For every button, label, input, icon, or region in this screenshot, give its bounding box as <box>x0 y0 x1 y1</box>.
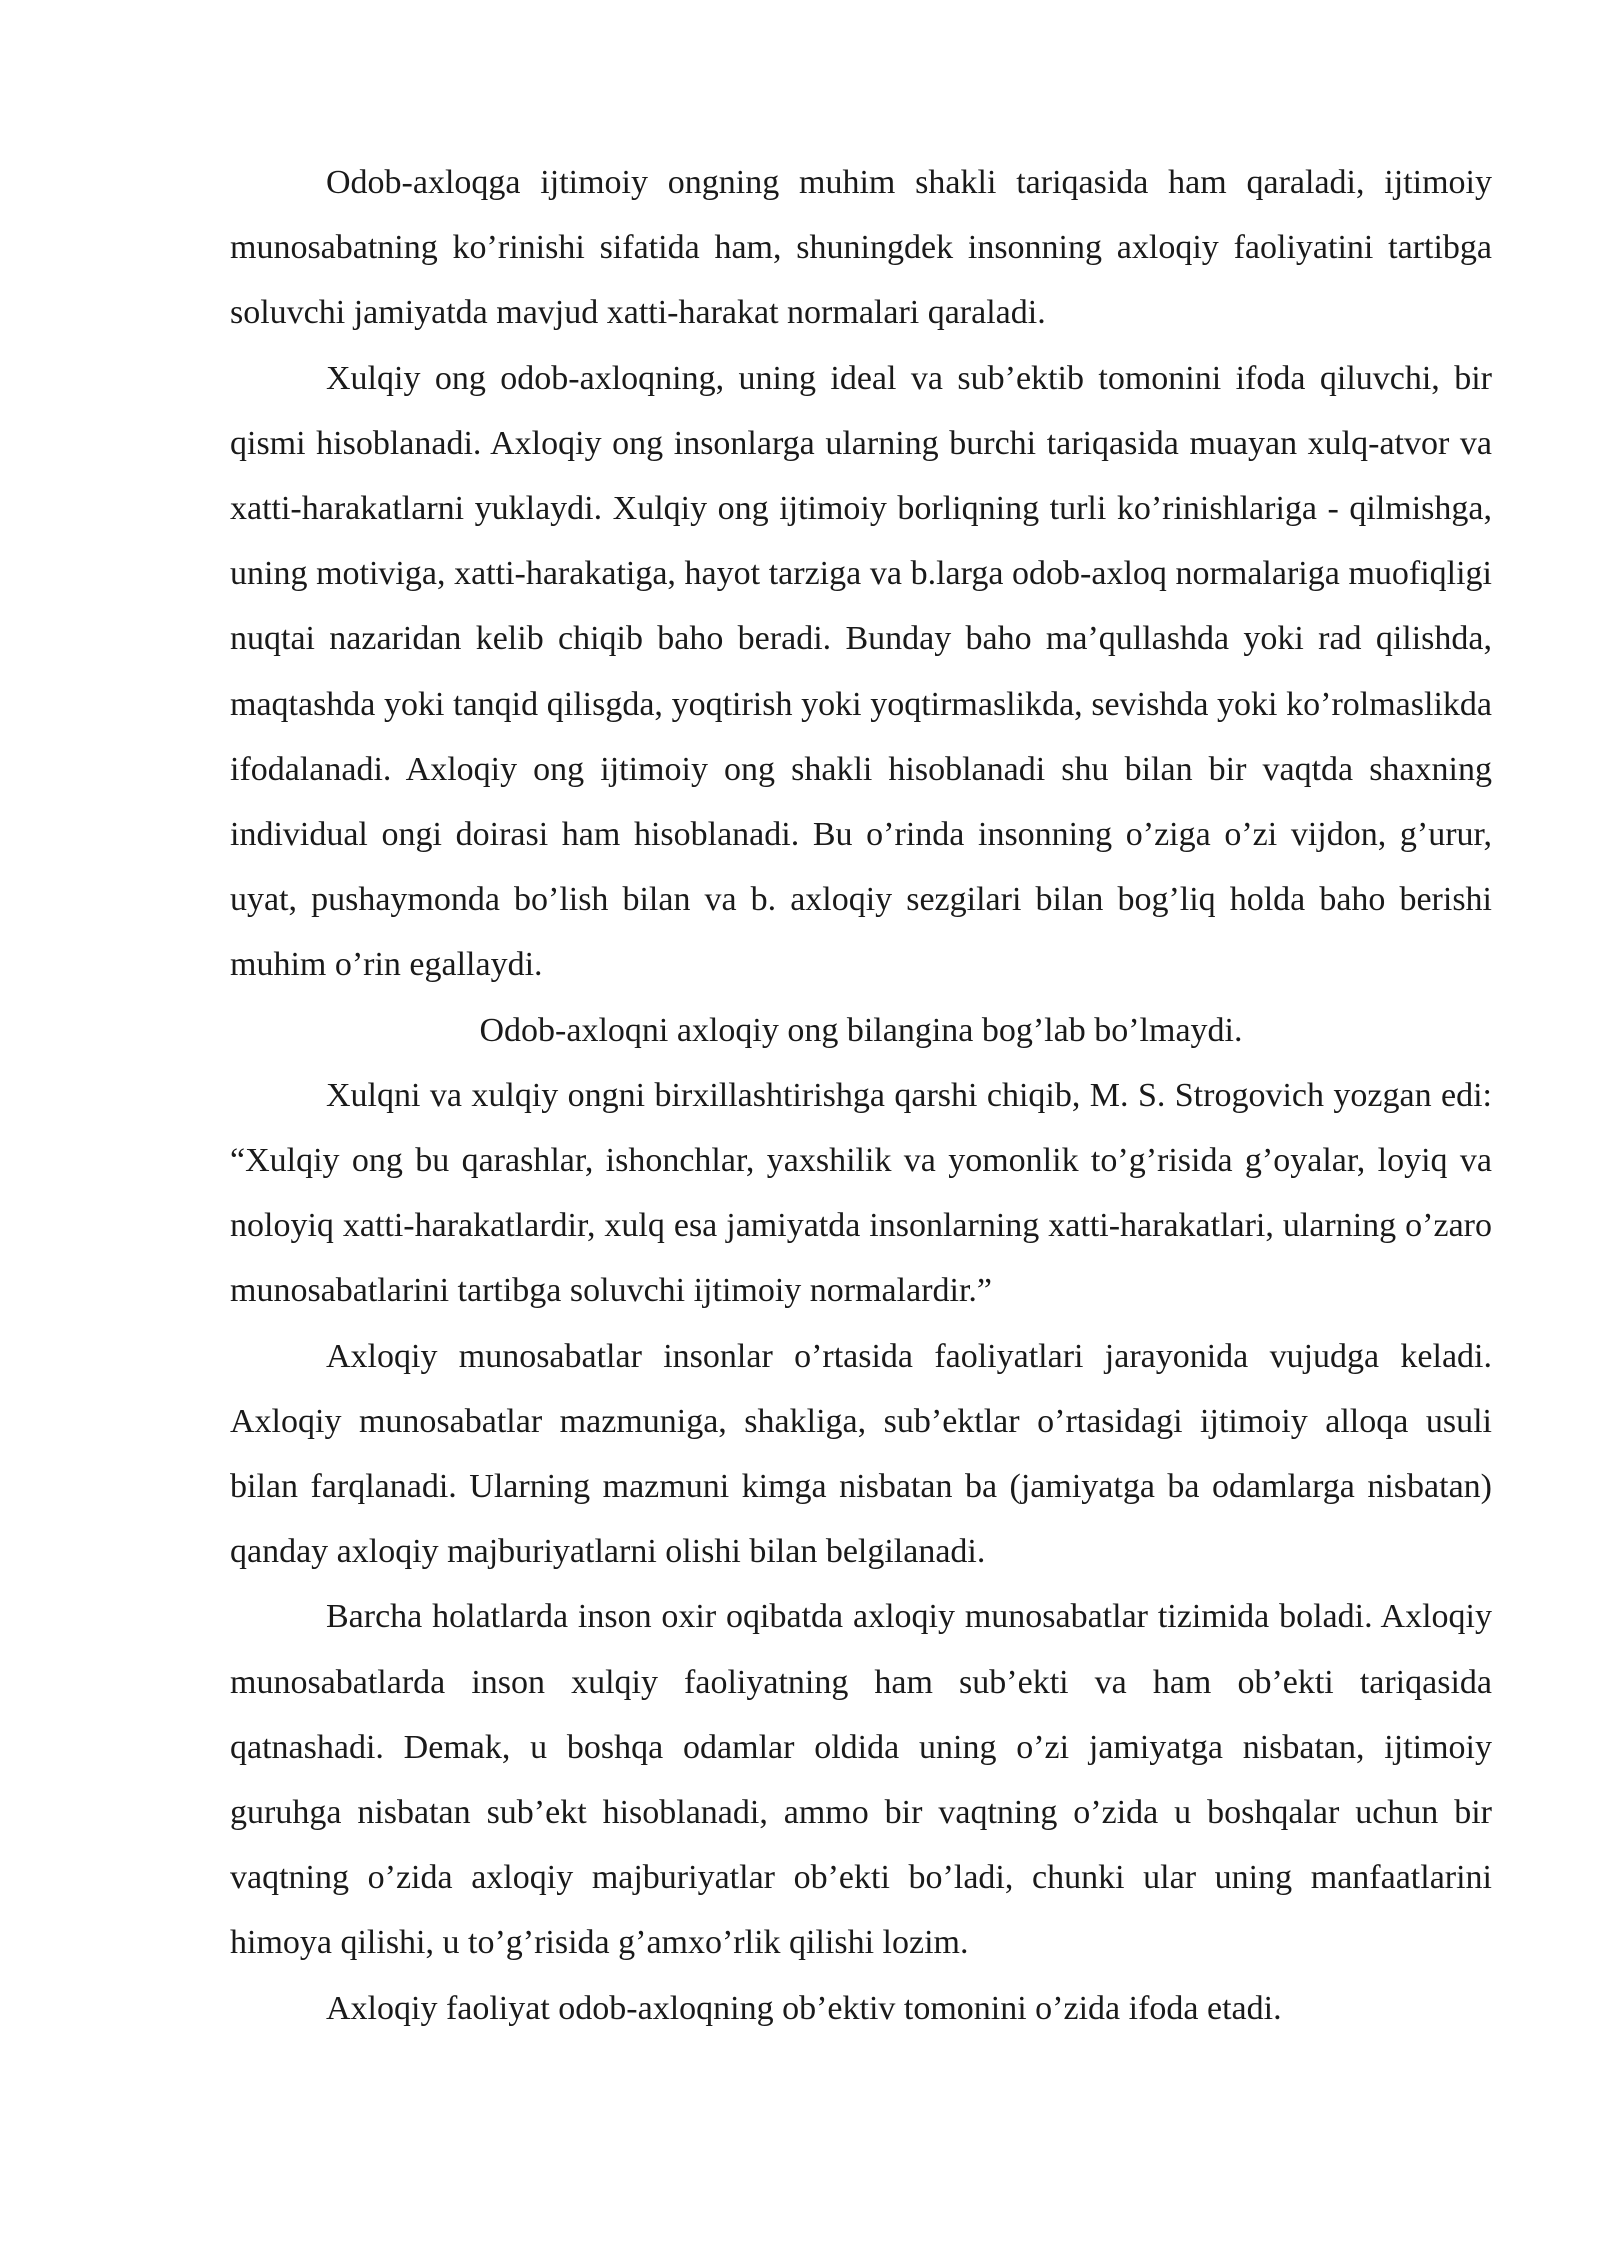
paragraph-5: Axloqiy munosabatlar insonlar o’rtasida faoliyatlari jarayonida vujudga keladi. Axloqiy munosabatlar mazmuniga, shakliga, sub’ektlar o’rtasidagi ijtimoiy alloqa usuli bilan farqlanadi. Ularning mazmuni kimga nisbatan ba (jamiyatga ba odamlarga nisbatan) qanday axloqiy majburiyatlarni olishi bilan belgilanadi. <box>230 1337 1492 1571</box>
paragraph-2: Xulqiy ong odob-axloqning, uning ideal va sub’ektib tomonini ifoda qiluvchi, bir qismi hisoblanadi. Axloqiy ong insonlarga ularning burchi tariqasida muayan xulq-atvor va xatti-harakatlarni yuklaydi. Xulqiy ong ijtimoiy borliqning turli ko’rinishlariga - qilmishga, uning motiviga, xatti-harakatiga, hayot tarziga va b.larga odob-axloq normalariga muofiqligi nuqtai nazaridan kelib chiqib baho beradi. Bunday baho ma’qullashda yoki rad qilishda, maqtashda yoki tanqid qilisgda, yoqtirish yoki yoqtirmaslikda, sevishda yoki ko’rolmaslikda ifodalanadi. Axloqiy ong ijtimoiy ong shakli hisoblanadi shu bilan bir vaqtda shaxning individual ongi doirasi ham hisoblanadi. Bu o’rinda insonning o’ziga o’zi vijdon, g’urur, uyat, pushaymonda bo’lish bilan va b. axloqiy sezgilari bilan bog’liq holda baho berishi muhim o’rin egallaydi. <box>230 359 1492 984</box>
paragraph-3-centered: Odob-axloqni axloqiy ong bilangina bog’lab bo’lmaydi. <box>479 1011 1243 1049</box>
paragraph-7: Axloqiy faoliyat odob-axloqning ob’ektiv tomonini o’zida ifoda etadi. <box>326 1989 1282 2027</box>
body-text <box>230 150 1492 2041</box>
paragraph-4: Xulqni va xulqiy ongni birxillashtirishga qarshi chiqib, M. S. Strogovich yozgan edi: “Xulqiy ong bu qarashlar, ishonchlar, yaxshilik va yomonlik to’g’risida g’oyalar, loyiq va noloyiq xatti-harakatlardir, xulq esa jamiyatda insonlarning xatti-harakatlari, ularning o’zaro munosabatlarini tartibga soluvchi ijtimoiy normalardir.” <box>230 1076 1492 1310</box>
paragraph-6: Barcha holatlarda inson oxir oqibatda axloqiy munosabatlar tizimida boladi. Axloqiy munosabatlarda inson xulqiy faoliyatning ham sub’ekti va ham ob’ekti tariqasida qatnashadi. Demak, u boshqa odamlar oldida uning o’zi jamiyatga nisbatan, ijtimoiy guruhga nisbatan sub’ekt hisoblanadi, ammo bir vaqtning o’zida u boshqalar uchun bir vaqtning o’zida axloqiy majburiyatlar ob’ekti bo’ladi, chunki ular uning manfaatlarini himoya qilishi, u to’g’risida g’amxo’rlik qilishi lozim. <box>230 1598 1492 1962</box>
paragraph-1: Odob-axloqga ijtimoiy ongning muhim shakli tariqasida ham qaraladi, ijtimoiy munosabatning ko’rinishi sifatida ham, shuningdek insonning axloqiy faoliyatini tartibga soluvchi jamiyatda mavjud xatti-harakat normalari qaraladi. <box>230 164 1492 332</box>
